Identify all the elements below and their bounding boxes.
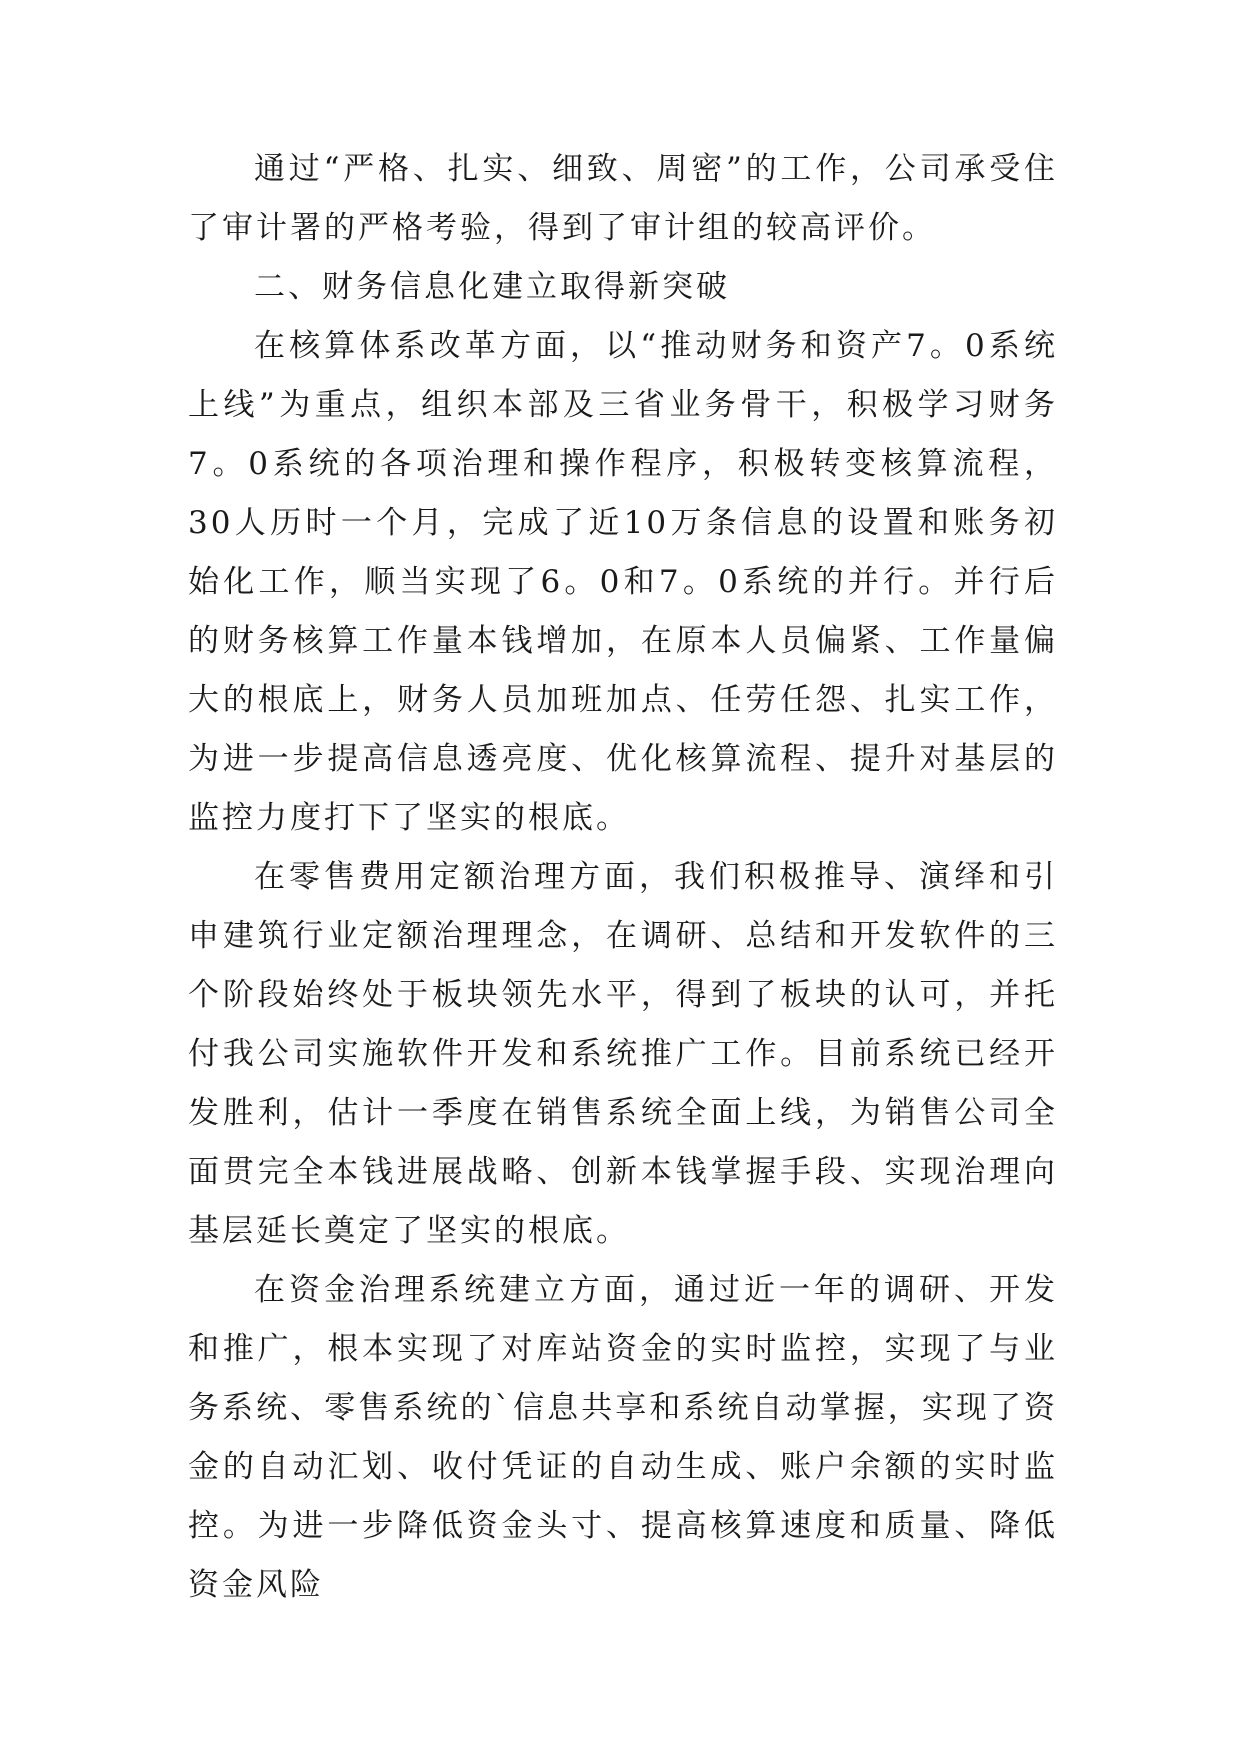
- paragraph-fund-management-system: 在资金治理系统建立方面，通过近一年的调研、开发和推广，根本实现了对库站资金的实时监控，实现了与业务系统、零售系统的`信息共享和系统自动掌握，实现了资金的自动汇划、收付凭证的自动生成、账户余额的实时监控。为进一步降低资金头寸、提高核算速度和质量、降低资金风险: [188, 1272, 1058, 1603]
- paragraph-retail-expense-quota: 在零售费用定额治理方面，我们积极推导、演绎和引申建筑行业定额治理理念，在调研、总结和开发软件的三个阶段始终处于板块领先水平，得到了板块的认可，并托付我公司实施软件开发和系统推广工作。目前系统已经开发胜利，估计一季度在销售系统全面上线，为销售公司全面贯完全本钱进展战略、创新本钱掌握手段、实现治理向基层延长奠定了坚实的根底。: [188, 859, 1058, 1249]
- section-heading-finance-informatization: 二、财务信息化建立取得新突破: [254, 269, 730, 305]
- paragraph-audit-result: 通过“严格、扎实、细致、周密”的工作，公司承受住了审计署的严格考验，得到了审计组的较高评价。: [188, 151, 1058, 246]
- paragraph-accounting-reform: 在核算体系改革方面，以“推动财务和资产7。0系统上线”为重点，组织本部及三省业务骨干，积极学习财务7。0系统的各项治理和操作程序，积极转变核算流程，30人历时一个月，完成了近10万条信息的设置和账务初始化工作，顺当实现了6。0和7。0系统的并行。并行后的财务核算工作量本钱增加，在原本人员偏紧、工作量偏大的根底上，财务人员加班加点、任劳任怨、扎实工作，为进一步提高信息透亮度、优化核算流程、提升对基层的监控力度打下了坚实的根底。: [188, 328, 1058, 836]
- document-page: [188, 140, 1058, 1615]
